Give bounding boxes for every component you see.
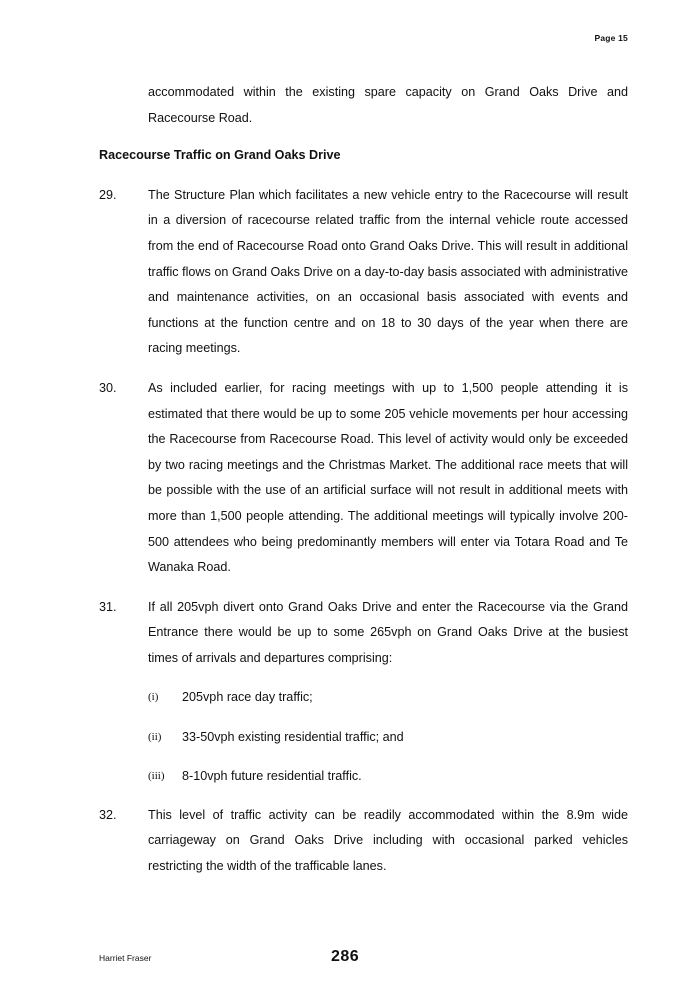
paragraph-29	[99, 183, 628, 362]
list-marker: (ii)	[148, 730, 162, 743]
list-marker: (iii)	[148, 769, 165, 782]
footer-author: Harriet Fraser	[99, 953, 152, 963]
list-item-text: 33-50vph existing residential traffic; and	[182, 729, 404, 744]
paragraph-text: The Structure Plan which facilitates a new vehicle entry to the Racecourse will result in a diversion of racecourse related traffic from the internal vehicle route accessed from the end of Racecourse Road onto Grand Oaks Drive. This will result in additional traffic flows on Grand Oaks Drive on a day-to-day basis associated with administrative and maintenance activities, on an occasional basis associated with events and functions at the function centre and on 18 to 30 days of the year when there are racing meetings.	[148, 187, 628, 356]
list-marker: (i)	[148, 691, 159, 704]
section-heading: Racecourse Traffic on Grand Oaks Drive	[99, 148, 341, 163]
paragraph-text: As included earlier, for racing meetings with up to 1,500 people attending it is estimated that there would be up to some 205 vehicle movements per hour accessing the Racecourse from Racecourse Road. This level of activity would only be exceeded by two racing meetings and the Christmas Market. The additional race meets that will be possible with the use of an artificial surface will not result in additional meets with more than 1,500 people attending. The additional meetings will typically involve 200-500 attendees who being predominantly members will enter via Totara Road and Te Wanaka Road.	[148, 380, 628, 575]
paragraph-31	[99, 595, 628, 672]
paragraph-30	[99, 376, 628, 581]
continued-paragraph: accommodated within the existing spare capacity on Grand Oaks Drive and Racecourse Road.	[148, 85, 628, 125]
paragraph-number: 31.	[99, 599, 117, 614]
list-item	[148, 685, 628, 711]
list-item	[148, 764, 628, 790]
paragraph-number: 29.	[99, 187, 117, 202]
paragraph-text: If all 205vph divert onto Grand Oaks Drive and enter the Racecourse via the Grand Entrance there would be up to some 265vph on Grand Oaks Drive at the busiest times of arrivals and departures comprising:	[148, 599, 628, 665]
paragraph-32	[99, 803, 628, 880]
paragraph-number: 32.	[99, 807, 117, 822]
list-item-text: 205vph race day traffic;	[182, 690, 313, 705]
paragraph-number: 30.	[99, 380, 117, 395]
list-item-text: 8-10vph future residential traffic.	[182, 768, 362, 783]
paragraph-text: This level of traffic activity can be readily accommodated within the 8.9m wide carriageway on Grand Oaks Drive including with occasional parked vehicles restricting the width of the trafficable lanes.	[148, 807, 628, 873]
list-item	[148, 725, 628, 751]
document-body	[99, 80, 628, 894]
page-number: Page 15	[594, 33, 628, 43]
footer-page-stamp: 286	[331, 948, 360, 965]
